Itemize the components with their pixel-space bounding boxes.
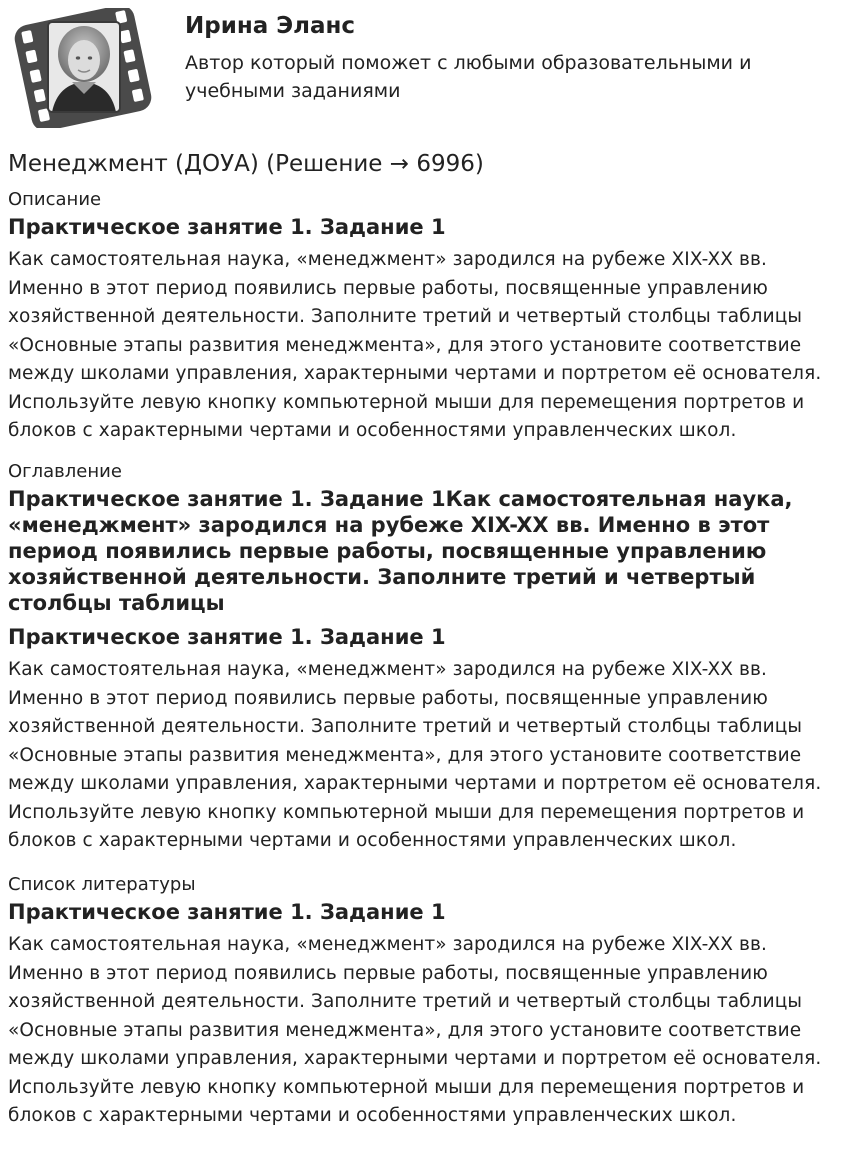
literature-text: Как самостоятельная наука, «менеджмент» зародился на рубеже XIX-XX вв. Именно в этот период появились первые работы, посвященные управлению хозяйственной деятельности. Заполните третий и четвертый столбцы таблицы «Основные этапы развития менеджмента», для этого установите соответствие между школами управления, характерными чертами и портретом её основателя. Используйте левую кнопку компьютерной мыши для перемещения портретов и блоков с характерными чертами и особенностями управленческих школ. bbox=[8, 934, 822, 1126]
literature-heading: Практическое занятие 1. Задание 1 bbox=[8, 900, 446, 924]
author-description: Автор который поможет с любыми образовательными и учебными заданиями bbox=[185, 52, 752, 102]
description-label: Описание bbox=[8, 189, 102, 210]
description-section bbox=[8, 188, 844, 446]
author-avatar bbox=[8, 8, 158, 128]
contents-section bbox=[8, 460, 844, 856]
literature-label: Список литературы bbox=[8, 874, 196, 895]
contents-heading: Практическое занятие 1. Задание 1 bbox=[8, 625, 446, 649]
author-photo bbox=[48, 22, 120, 112]
page bbox=[8, 0, 844, 1126]
document-title: Менеджмент (ДОУА) (Решение → 6996) bbox=[8, 151, 484, 177]
description-heading: Практическое занятие 1. Задание 1 bbox=[8, 215, 446, 239]
author-header bbox=[8, 0, 844, 140]
contents-text: Как самостоятельная наука, «менеджмент» зародился на рубеже XIX-XX вв. Именно в этот период появились первые работы, посвященные управлению хозяйственной деятельности. Заполните третий и четвертый столбцы таблицы «Основные этапы развития менеджмента», для этого установите соответствие между школами управления, характерными чертами и портретом её основателя. Используйте левую кнопку компьютерной мыши для перемещения портретов и блоков с характерными чертами и особенностями управленческих школ. bbox=[8, 659, 822, 851]
contents-label: Оглавление bbox=[8, 461, 122, 482]
description-text: Как самостоятельная наука, «менеджмент» зародился на рубеже XIX-XX вв. Именно в этот период появились первые работы, посвященные управлению хозяйственной деятельности. Заполните третий и четвертый столбцы таблицы «Основные этапы развития менеджмента», для этого установите соответствие между школами управления, характерными чертами и портретом её основателя. Используйте левую кнопку компьютерной мыши для перемещения портретов и блоков с характерными чертами и особенностями управленческих школ. bbox=[8, 249, 822, 441]
contents-toc-heading: Практическое занятие 1. Задание 1Как самостоятельная наука, «менеджмент» зародился на рубеже XIX-XX вв. Именно в этот период появились первые работы, посвященные управлению хозяйственной деятельности. Заполните третий и четвертый столбцы таблицы bbox=[8, 487, 793, 615]
literature-section bbox=[8, 873, 844, 1131]
author-name: Ирина Эланс bbox=[185, 13, 356, 39]
